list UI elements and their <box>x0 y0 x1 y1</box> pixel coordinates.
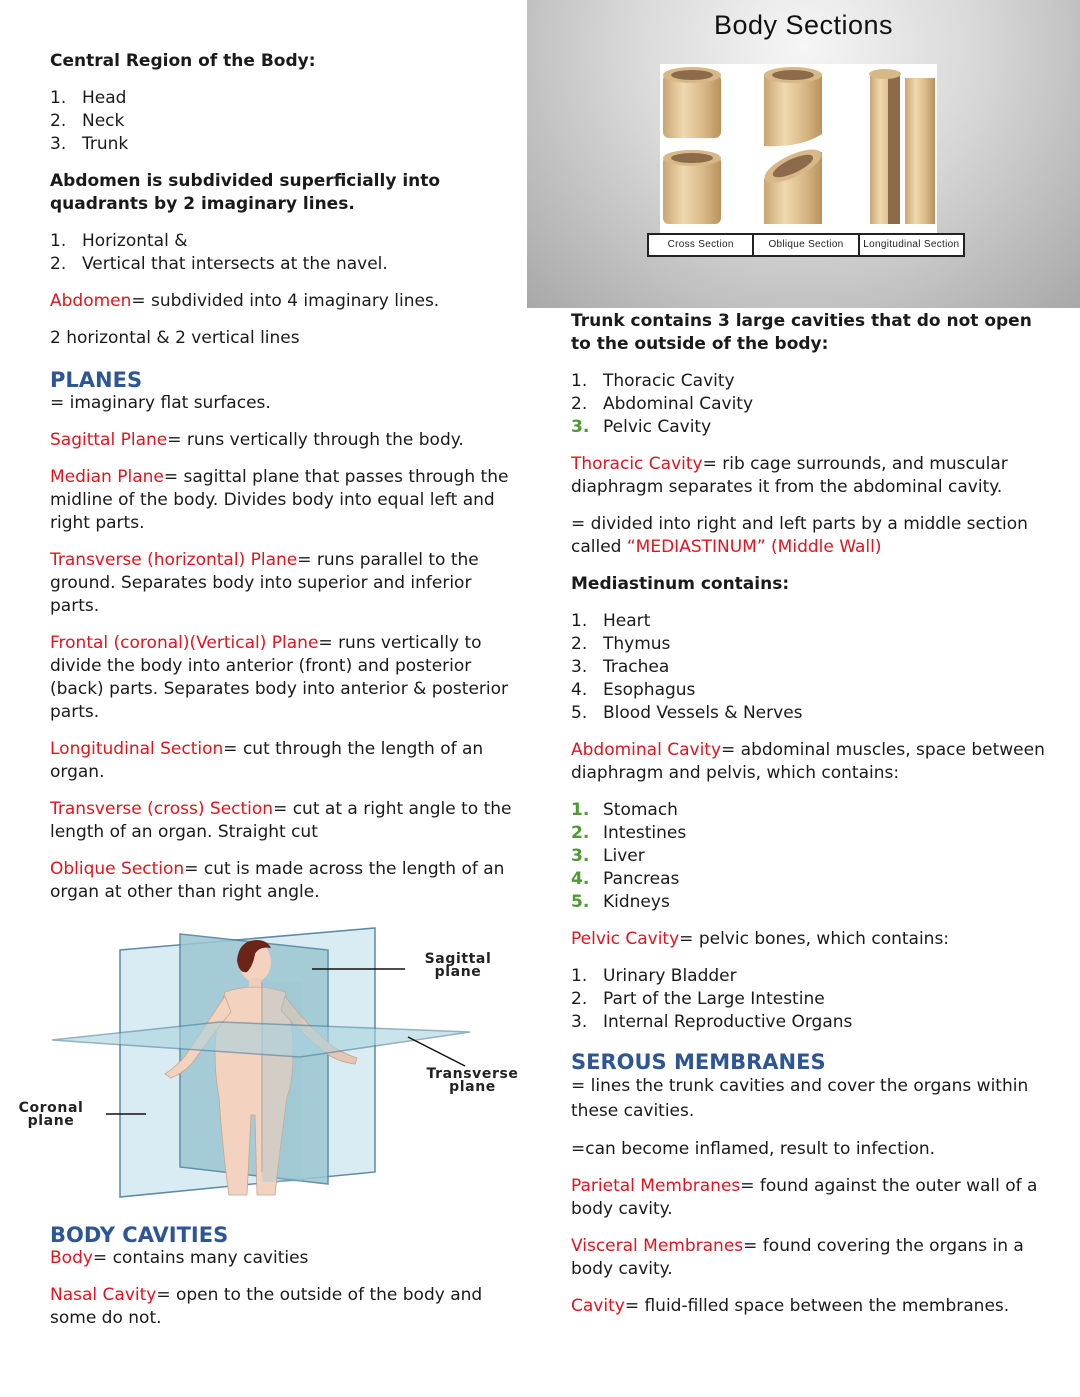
term: Abdomen <box>50 291 132 311</box>
caption-longitudinal-section: Longitudinal Section <box>863 239 960 250</box>
definition-nasal-cavity: Nasal Cavity= open to the outside of the body and some do not. <box>50 1285 483 1328</box>
definition-oblique: Oblique Section= cut is made across the length of an organ at other than right angle. <box>50 859 505 902</box>
list-item: 3. Pelvic Cavity <box>571 417 712 437</box>
bone-cylinders-illustration <box>660 64 937 234</box>
list-item: 5. Kidneys <box>571 892 670 912</box>
list-item: 3. Internal Reproductive Organs <box>571 1012 853 1032</box>
central-region-title: Central Region of the Body: <box>50 51 316 71</box>
serous-membranes-heading: SEROUS MEMBRANES <box>571 1050 826 1074</box>
slide-title: Body Sections <box>713 10 894 40</box>
abdominal-organs-list <box>571 799 1051 914</box>
definition-longitudinal: Longitudinal Section= cut through the length of an organ. <box>50 739 484 782</box>
bone-sections-image <box>660 64 937 234</box>
trunk-title: Trunk contains 3 large cavities that do not open to the outside of the body: <box>571 311 1032 354</box>
list-item: 2. Abdominal Cavity <box>571 394 754 414</box>
list-item: 4. Pancreas <box>571 869 680 889</box>
list-item: 1. Urinary Bladder <box>571 966 737 986</box>
central-region-list <box>50 87 520 156</box>
definition-sagittal: Sagittal Plane= runs vertically through the body. <box>50 430 464 450</box>
mediastinum-list <box>571 610 1051 725</box>
definition-body: Body= contains many cavities <box>50 1248 309 1268</box>
pelvic-organs-list <box>571 965 1051 1034</box>
definition-abdominal: Abdominal Cavity= abdominal muscles, space between diaphragm and pelvis, which contains: <box>571 740 1045 783</box>
coronal-plane-label: Coronal plane <box>18 1100 84 1129</box>
transverse-plane-label: Transverse plane <box>426 1066 519 1095</box>
list-item: 3. Trachea <box>571 657 670 677</box>
list-item: 1. Stomach <box>571 800 678 820</box>
list-item: 5. Blood Vessels & Nerves <box>571 703 803 723</box>
definition-pelvic: Pelvic Cavity= pelvic bones, which contains: <box>571 929 950 949</box>
definition-visceral: Visceral Membranes= found covering the organs in a body cavity. <box>571 1236 1024 1279</box>
list-item: 1. Thoracic Cavity <box>571 371 735 391</box>
abdomen-definition: Abdomen= subdivided into 4 imaginary lines. <box>50 291 440 311</box>
serous-line-1: = lines the trunk cavities and cover the organs within these cavities. <box>571 1076 1029 1121</box>
body-cavities-section <box>50 1223 520 1344</box>
definition-frontal: Frontal (coronal)(Vertical) Plane= runs vertically to divide the body into anterior (front) and posterior (back) parts. Separates body into anterior & posterior parts. <box>50 633 509 722</box>
right-column <box>571 310 1051 1332</box>
list-item: 2. Intestines <box>571 823 687 843</box>
trunk-cavities-list <box>571 370 1051 439</box>
definition-transverse-plane: Transverse (horizontal) Plane= runs parallel to the ground. Separates body into superior and inferior parts. <box>50 550 479 616</box>
body-sections-slide <box>527 0 1080 308</box>
caption-oblique-section: Oblique Section <box>754 235 859 255</box>
mediastinum-title: Mediastinum contains: <box>571 574 790 594</box>
definition-median: Median Plane= sagittal plane that passes through the midline of the body. Divides body into equal left and right parts. <box>50 467 509 533</box>
planes-subtitle: = imaginary flat surfaces. <box>50 393 271 413</box>
definition-thoracic: Thoracic Cavity= rib cage surrounds, and muscular diaphragm separates it from the abdominal cavity. <box>571 454 1008 497</box>
list-item: 2. Vertical that intersects at the navel. <box>50 254 388 274</box>
abdomen-lines-list <box>50 230 520 276</box>
list-item: 3. Trunk <box>50 134 129 154</box>
sagittal-plane-label: Sagittal plane <box>424 951 492 980</box>
list-item: 2. Neck <box>50 111 125 131</box>
list-item: 1. Heart <box>571 611 651 631</box>
serous-line-2: =can become inflamed, result to infection. <box>571 1139 936 1159</box>
mediastinum-note: = divided into right and left parts by a middle section called “MEDIASTINUM” (Middle Wall) <box>571 514 1028 557</box>
list-item: 3. Liver <box>571 846 645 866</box>
list-item: 1. Head <box>50 88 127 108</box>
body-cavities-heading: BODY CAVITIES <box>50 1223 229 1247</box>
definition-cavity: Cavity= fluid-filled space between the membranes. <box>571 1296 1010 1316</box>
definition-transverse-section: Transverse (cross) Section= cut at a right angle to the length of an organ. Straight cut <box>50 799 512 842</box>
section-captions <box>647 233 965 257</box>
abdomen-quadrants-title: Abdomen is subdivided superficially into quadrants by 2 imaginary lines. <box>50 171 441 214</box>
list-item: 1. Horizontal & <box>50 231 188 251</box>
list-item: 2. Thymus <box>571 634 671 654</box>
caption-cross-section: Cross Section <box>649 235 754 255</box>
left-column <box>50 50 520 918</box>
planes-heading: PLANES <box>50 368 143 392</box>
lines-note: 2 horizontal & 2 vertical lines <box>50 328 300 348</box>
body-planes-figure <box>0 922 545 1202</box>
list-item: 4. Esophagus <box>571 680 696 700</box>
definition-parietal: Parietal Membranes= found against the outer wall of a body cavity. <box>571 1176 1038 1219</box>
list-item: 2. Part of the Large Intestine <box>571 989 825 1009</box>
